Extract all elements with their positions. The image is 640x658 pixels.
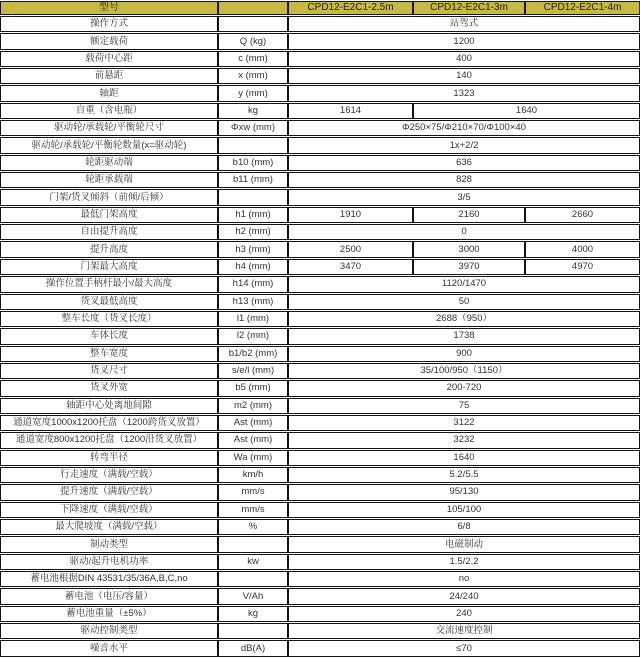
spec-row (0, 640, 640, 657)
unit-cell: % (218, 519, 288, 535)
unit-cell (218, 536, 288, 552)
unit-cell: V/Ah (218, 588, 288, 604)
spec-row (0, 224, 640, 240)
spec-label-cell: 门架最大高度 (0, 259, 218, 275)
spec-label-cell: 驱动轮/承载轮/平衡轮尺寸 (0, 120, 218, 136)
spec-row (0, 519, 640, 535)
spec-row (0, 450, 640, 466)
spec-row (0, 276, 640, 292)
spec-row (0, 294, 640, 310)
spec-row (0, 502, 640, 518)
unit-cell: mm/s (218, 502, 288, 518)
unit-cell: s/e/l (mm) (218, 363, 288, 379)
unit-cell (218, 137, 288, 153)
spec-label-cell: 自重（含电瓶） (0, 103, 218, 119)
unit-cell: Ast (mm) (218, 415, 288, 431)
value-cell: 1.5/2.2 (288, 554, 640, 570)
value-cell: 400 (288, 51, 640, 67)
unit-cell (218, 571, 288, 587)
unit-cell: l1 (mm) (218, 311, 288, 327)
value-cell: 240 (288, 606, 640, 622)
unit-cell: l2 (mm) (218, 328, 288, 344)
spec-label-cell: 整车宽度 (0, 346, 218, 362)
value-cell: 1120/1470 (288, 276, 640, 292)
value-cell: 交流速度控制 (288, 623, 640, 639)
column-header-model-3m: CPD12-E2C1-3m (413, 1, 525, 15)
spec-row (0, 467, 640, 483)
spec-row (0, 120, 640, 136)
unit-cell: h14 (mm) (218, 276, 288, 292)
spec-label-cell: 通道宽度800x1200托盘（1200沿货叉放置） (0, 432, 218, 448)
value-cell: 6/8 (288, 519, 640, 535)
value-cell: 636 (288, 155, 640, 171)
spec-row (0, 432, 640, 448)
unit-cell: Wa (mm) (218, 450, 288, 466)
value-cell: 5.2/5.5 (288, 467, 640, 483)
spec-row (0, 328, 640, 344)
spec-label-cell: 驱动/起升电机功率 (0, 554, 218, 570)
value-cell: 3/5 (288, 189, 640, 205)
spec-label-cell: 提升高度 (0, 241, 218, 257)
spec-label-cell: 行走速度（满载/空载） (0, 467, 218, 483)
spec-label-cell: 蓄电池（电压/容量） (0, 588, 218, 604)
value-cell: 1323 (288, 85, 640, 101)
unit-cell: km/h (218, 467, 288, 483)
spec-label-cell: 转弯半径 (0, 450, 218, 466)
spec-label-cell: 蓄电池根据DIN 43531/35/36A,B,C,no (0, 571, 218, 587)
value-cell: 200-720 (288, 380, 640, 396)
value-cell: Φ250×75/Φ210×70/Φ100×40 (288, 120, 640, 136)
spec-row (0, 398, 640, 414)
spec-label-cell: 最大爬坡度（满载/空载） (0, 519, 218, 535)
spec-label-cell: 制动类型 (0, 536, 218, 552)
unit-cell: b1/b2 (mm) (218, 346, 288, 362)
spec-row (0, 155, 640, 171)
value-cell: 3122 (288, 415, 640, 431)
unit-cell: b10 (mm) (218, 155, 288, 171)
unit-cell: kg (218, 606, 288, 622)
spec-label-cell: 提升速度（满载/空载） (0, 484, 218, 500)
spec-row (0, 623, 640, 639)
spec-row (0, 259, 640, 275)
spec-row (0, 68, 640, 84)
value-cell: 1614 (288, 103, 413, 119)
value-cell: 95/130 (288, 484, 640, 500)
header-row (0, 1, 640, 15)
spec-label-cell: 轮距驱动端 (0, 155, 218, 171)
column-header-model-4m: CPD12-E2C1-4m (525, 1, 640, 15)
spec-row (0, 241, 640, 257)
spec-label-cell: 整车长度（货叉长度） (0, 311, 218, 327)
unit-cell: Ast (mm) (218, 432, 288, 448)
value-cell: 3970 (413, 259, 525, 275)
unit-header-cell (218, 1, 288, 15)
unit-cell: Q (kg) (218, 33, 288, 49)
value-cell: 4000 (525, 241, 640, 257)
spec-row (0, 606, 640, 622)
unit-cell: h13 (mm) (218, 294, 288, 310)
value-cell: 1640 (288, 450, 640, 466)
spec-label-cell: 驱动轮/承载轮/平衡轮数量(x=驱动轮) (0, 137, 218, 153)
unit-cell (218, 623, 288, 639)
spec-label-cell: 货叉尺寸 (0, 363, 218, 379)
spec-label-cell: 载荷中心距 (0, 51, 218, 67)
spec-label-cell: 驱动控制类型 (0, 623, 218, 639)
unit-cell: x (mm) (218, 68, 288, 84)
value-cell: 24/240 (288, 588, 640, 604)
spec-label-cell: 轴距 (0, 85, 218, 101)
spec-label-cell: 额定载荷 (0, 33, 218, 49)
unit-cell: y (mm) (218, 85, 288, 101)
spec-row (0, 415, 640, 431)
value-cell: no (288, 571, 640, 587)
unit-cell: b11 (mm) (218, 172, 288, 188)
spec-label-cell: 门架/货叉倾斜（前倾/后倾） (0, 189, 218, 205)
value-cell: 105/100 (288, 502, 640, 518)
value-cell: 3000 (413, 241, 525, 257)
spec-row (0, 85, 640, 101)
unit-cell (218, 16, 288, 32)
spec-row (0, 484, 640, 500)
spec-row (0, 137, 640, 153)
unit-cell: kg (218, 103, 288, 119)
spec-row (0, 51, 640, 67)
spec-row (0, 571, 640, 587)
spec-row (0, 189, 640, 205)
value-cell: 1x+2/2 (288, 137, 640, 153)
spec-label-cell: 操作方式 (0, 16, 218, 32)
column-header-model-2-5m: CPD12-E2C1-2.5m (288, 1, 413, 15)
value-cell: ≤70 (288, 640, 640, 657)
value-cell: 140 (288, 68, 640, 84)
value-cell: 1910 (288, 207, 413, 223)
spec-label-cell: 车体长度 (0, 328, 218, 344)
value-cell: 75 (288, 398, 640, 414)
unit-cell: m2 (mm) (218, 398, 288, 414)
spec-row (0, 554, 640, 570)
value-cell: 1738 (288, 328, 640, 344)
value-cell: 2688（950） (288, 311, 640, 327)
spec-label-cell: 最低门架高度 (0, 207, 218, 223)
spec-row (0, 172, 640, 188)
value-cell: 4970 (525, 259, 640, 275)
value-cell: 2160 (413, 207, 525, 223)
spec-row (0, 103, 640, 119)
spec-row (0, 363, 640, 379)
spec-label-cell: 蓄电池重量（±5%） (0, 606, 218, 622)
value-cell: 2500 (288, 241, 413, 257)
spec-row (0, 16, 640, 32)
spec-label-cell: 噪音水平 (0, 640, 218, 657)
spec-label-cell: 前悬距 (0, 68, 218, 84)
spec-table-body (0, 16, 640, 657)
unit-cell: b5 (mm) (218, 380, 288, 396)
spec-label-cell: 下降速度（满载/空载） (0, 502, 218, 518)
unit-cell (218, 189, 288, 205)
model-header-cell: 型号 (0, 1, 218, 15)
unit-cell: h3 (mm) (218, 241, 288, 257)
spec-row (0, 207, 640, 223)
value-cell: 1640 (413, 103, 640, 119)
spec-label-cell: 自由提升高度 (0, 224, 218, 240)
spec-label-cell: 操作位置手柄杆最小/最大高度 (0, 276, 218, 292)
spec-label-cell: 货叉最低高度 (0, 294, 218, 310)
value-cell: 2660 (525, 207, 640, 223)
value-cell: 50 (288, 294, 640, 310)
unit-cell: kw (218, 554, 288, 570)
spec-label-cell: 轮距承载端 (0, 172, 218, 188)
value-cell: 0 (288, 224, 640, 240)
value-cell: 站驾式 (288, 16, 640, 32)
unit-cell: dB(A) (218, 640, 288, 657)
unit-cell: h4 (mm) (218, 259, 288, 275)
unit-cell: h1 (mm) (218, 207, 288, 223)
spec-label-cell: 通道宽度1000x1200托盘（1200跨货叉放置） (0, 415, 218, 431)
unit-cell: Φxw (mm) (218, 120, 288, 136)
spec-row (0, 588, 640, 604)
spec-row (0, 536, 640, 552)
spec-label-cell: 货叉外宽 (0, 380, 218, 396)
spec-label-cell: 轴距中心处离地间隙 (0, 398, 218, 414)
value-cell: 35/100/950（1150） (288, 363, 640, 379)
unit-cell: h2 (mm) (218, 224, 288, 240)
value-cell: 电磁制动 (288, 536, 640, 552)
spec-row (0, 311, 640, 327)
spec-row (0, 33, 640, 49)
value-cell: 3470 (288, 259, 413, 275)
unit-cell: mm/s (218, 484, 288, 500)
value-cell: 3232 (288, 432, 640, 448)
value-cell: 900 (288, 346, 640, 362)
spec-row (0, 346, 640, 362)
value-cell: 1200 (288, 33, 640, 49)
unit-cell: c (mm) (218, 51, 288, 67)
value-cell: 828 (288, 172, 640, 188)
spec-row (0, 380, 640, 396)
